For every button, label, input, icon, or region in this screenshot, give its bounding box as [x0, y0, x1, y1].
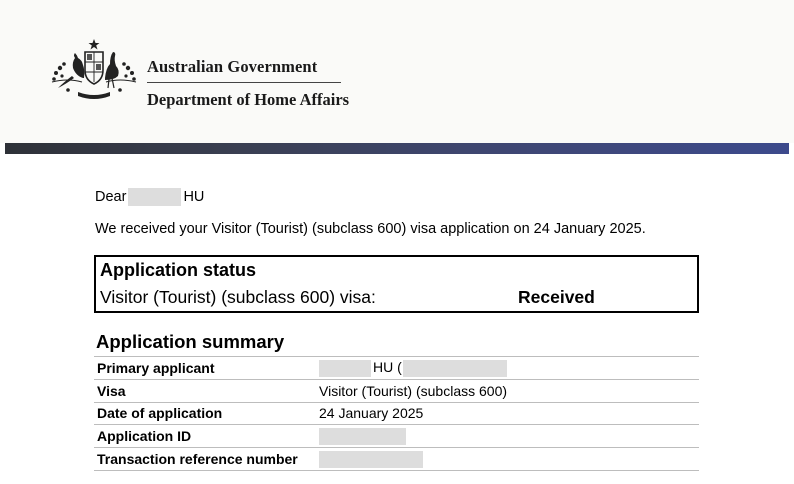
table-row: [94, 448, 699, 471]
salutation: Dear: [95, 188, 127, 205]
header-color-band: [5, 143, 789, 154]
row-label: Date of application: [94, 402, 316, 425]
row-value: [316, 357, 699, 380]
table-row: [94, 379, 699, 402]
redacted-field: [319, 360, 371, 377]
row-label: Visa: [94, 379, 316, 402]
status-value: Received: [518, 287, 595, 307]
redacted-field: [319, 428, 406, 445]
table-row: [94, 425, 699, 448]
status-title: Application status: [100, 260, 257, 280]
redacted-field: [319, 451, 423, 468]
surname: HU: [183, 188, 205, 205]
coat-of-arms-icon: [48, 38, 140, 104]
applicant-name: HU (: [373, 359, 402, 375]
status-visa-label: Visitor (Tourist) (subclass 600) visa:: [100, 287, 376, 307]
row-value: Visitor (Tourist) (subclass 600): [316, 379, 699, 402]
greeting: [95, 188, 204, 206]
row-label: Primary applicant: [94, 357, 316, 380]
row-label: Application ID: [94, 425, 316, 448]
summary-table: [94, 356, 699, 471]
agency-line-government: Australian Government: [147, 57, 318, 76]
intro-paragraph: We received your Visitor (Tourist) (subclass 600) visa application on 24 January 2025.: [95, 221, 646, 237]
summary-title: Application summary: [96, 331, 285, 352]
redacted-field: [403, 360, 507, 377]
agency-divider: [147, 82, 341, 83]
row-label: Transaction reference number: [94, 448, 316, 471]
application-status-box: [94, 255, 699, 313]
row-value: [316, 448, 699, 471]
table-row: [94, 402, 699, 425]
agency-name: [147, 57, 349, 110]
letterhead: [0, 0, 794, 143]
table-row: [94, 357, 699, 380]
row-value: 24 January 2025: [316, 402, 699, 425]
redacted-given-name: [128, 188, 181, 206]
row-value: [316, 425, 699, 448]
agency-line-department: Department of Home Affairs: [147, 90, 350, 109]
